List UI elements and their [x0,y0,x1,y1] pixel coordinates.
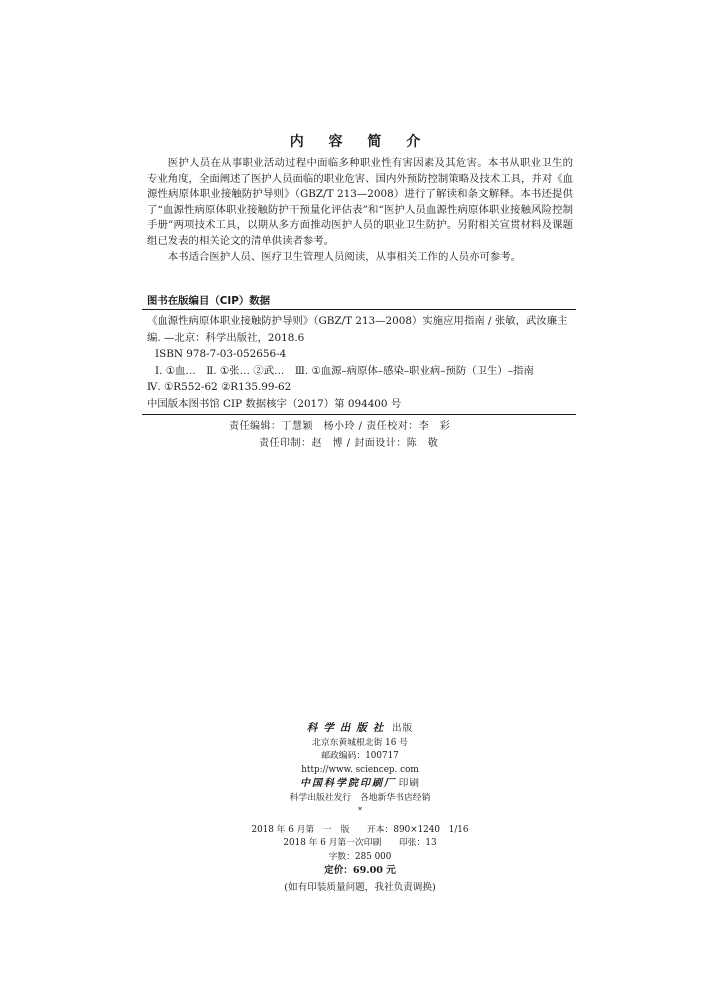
separator-star: * [358,805,362,815]
publisher-logo-text: 科学出版社 [306,722,390,734]
cip-classification: Ⅳ. ①R552-62 ②R135.99-62 [147,381,292,393]
publisher-suffix: 出版 [392,723,414,734]
printer-line [0,777,720,792]
printer-logo-text: 中国科学院印刷厂 [300,778,396,790]
printer-suffix: 印刷 [398,778,420,790]
printing-line: 2018 年 6 月第一次印刷 印张：13 [283,838,437,849]
editor-credit-line: 责任编辑：丁慧颖 杨小玲 / 责任校对：李 彩 [229,421,451,432]
book-abstract [147,156,573,265]
abstract-audience-paragraph: 本书适合医护人员、医疗卫生管理人员阅读，从事相关工作的人员亦可参考。 [167,250,522,263]
distribution-line: 科学出版社发行 各地新华书店经销 [289,792,431,803]
colophon [0,722,720,895]
abstract-paragraph: 医护人员在从事职业活动过程中面临多种职业性有害因素及其危害。本书从职业卫生的专业角度，全面阐述了医护人员面临的职业危害、国内外预防控制策略及技术工具，并对《血源性病原体职业接触防护导则》（GBZ/T 213—2008）进行了解读和条文解释。本书还提供了“血源性病原体职业接触防护干预量化评估表”和“医护人员血源性病原体职业接触风险控制手册”两项技术工具，以期从多方面推动医护人员的职业卫生防护。另附相关宣贯材料及课题组已发表的相关论文的清单供读者参考。 [147,157,574,247]
spacer [0,815,720,824]
cip-isbn: ISBN 978-7-03-052656-4 [155,348,287,360]
publisher-address: 北京东黄城根北街 16 号 [312,737,408,748]
publisher-website: http://www. sciencep. com [301,764,419,775]
cip-data-block [142,309,576,415]
production-credit-line: 责任印制：赵 博 / 封面设计：陈 敬 [259,438,439,449]
price-line: 定价：69.00 元 [324,865,396,877]
edition-line: 2018 年 6 月第 一 版 开本：890×1240 1/16 [251,824,469,835]
page-heading: 内 容 简 介 [289,134,431,150]
quality-notice: (如有印装质量问题，我社负责调换) [284,881,436,893]
publisher-postcode: 邮政编码：100717 [321,751,399,762]
publisher-line [0,722,720,737]
cip-record-number: 中国版本图书馆 CIP 数据核字（2017）第 094400 号 [147,397,402,410]
cip-book-record: 《血源性病原体职业接触防护导则》（GBZ/T 213—2008）实施应用指南 / 张敏，武汝廉主编. —北京：科学出版社，2018.6 [147,315,568,344]
editorial-credits [0,418,720,452]
word-count-line: 字数：285 000 [328,851,392,862]
cip-subjects: Ⅰ. ①血… Ⅱ. ①张… ②武… Ⅲ. ①血源–病原体–感染–职业病–预防（卫生）–指南 [155,364,534,377]
cip-title: 图书在版编目（CIP）数据 [147,295,271,307]
